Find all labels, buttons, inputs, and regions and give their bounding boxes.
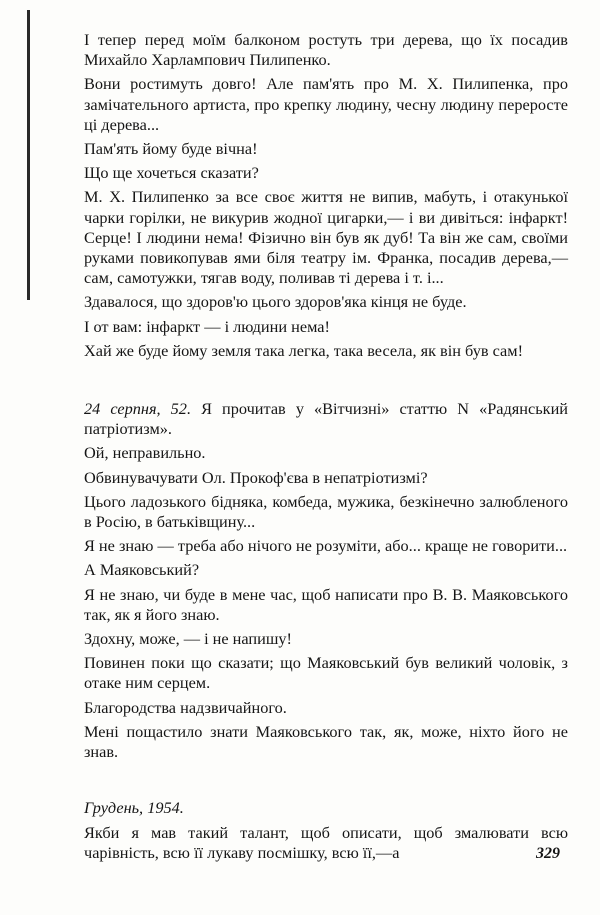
paragraph: І тепер перед моїм балконом ростуть три дерева, що їх посадив Михайло Харлампович Пилипенко. — [84, 30, 568, 70]
margin-mark — [27, 10, 30, 300]
entry-date: 24 серпня, 52. — [84, 399, 192, 419]
paragraph: Що ще хочеться сказати? — [84, 163, 259, 183]
paragraph: Хай же буде йому земля така легка, така весела, як він був сам! — [84, 340, 523, 360]
paragraph: А Маяковський? — [84, 560, 200, 580]
entry-3 — [84, 798, 568, 863]
paragraph: Якби я мав такий талант, щоб описати, щоб змалювати всю чарівність, всю її лукаву посмішку, всю її,—а — [84, 822, 568, 862]
paragraph: Цього ладозького бідняка, комбеда, мужика, безкінечно залюбленого в Росію, в батьківщину... — [84, 491, 568, 532]
entry-date: Грудень, 1954. — [84, 798, 184, 818]
page-text — [84, 30, 568, 867]
paragraph: Повинен поки що сказати; що Маяковський був великий чоловік, з отаке ним серцем. — [84, 653, 568, 693]
entry-1 — [84, 30, 568, 361]
paragraph: Здохну, може, — і не напишу! — [84, 629, 292, 649]
paragraph: Я не знаю, чи буде в мене час, щоб написати про В. В. Маяковського так, як я його знаю. — [84, 584, 568, 624]
paragraph: М. Х. Пилипенко за все своє життя не випив, мабуть, і отакунької чарки горілки, не викурив жодної цигарки,— і ви дивіться: інфаркт! Серце! І людини нема! Фізично він був як дуб! Та він же сам, своїми руками повикопував ями біля театру ім. Франка, посадив дерева,— сам, самотужки, тягав воду, поливав ті дерева і т. і... — [84, 187, 568, 288]
paragraph: Благородства надзвичайного. — [84, 697, 287, 717]
page-number: 329 — [536, 845, 560, 862]
paragraph: Вони ростимуть довго! Але пам'ять про М. Х. Пилипенка, про замічательного артиста, про крепку людину, чесну людину переросте ці дерева... — [84, 74, 568, 134]
entry-2 — [84, 399, 568, 762]
paragraph: І от вам: інфаркт — і людини нема! — [84, 316, 330, 336]
paragraph: Я не знаю — треба або нічого не розуміти, або... краще не говорити... — [84, 536, 568, 556]
paragraph — [84, 399, 568, 439]
paragraph: Пам'ять йому буде вічна! — [84, 139, 258, 159]
paragraph: Здавалося, що здоров'ю цього здоров'яка кінця не буде. — [84, 292, 467, 312]
paragraph: Обвинувачувати Ол. Прокоф'єва в непатріотизмі? — [84, 467, 428, 487]
paragraph: Ой, неправильно. — [84, 443, 206, 463]
paragraph: Мені пощастило знати Маяковського так, як, може, ніхто його не знав. — [84, 721, 568, 762]
paragraph-text: Я прочитав у «Вітчизні» статтю N «Радянський патріотизм». — [84, 399, 569, 439]
